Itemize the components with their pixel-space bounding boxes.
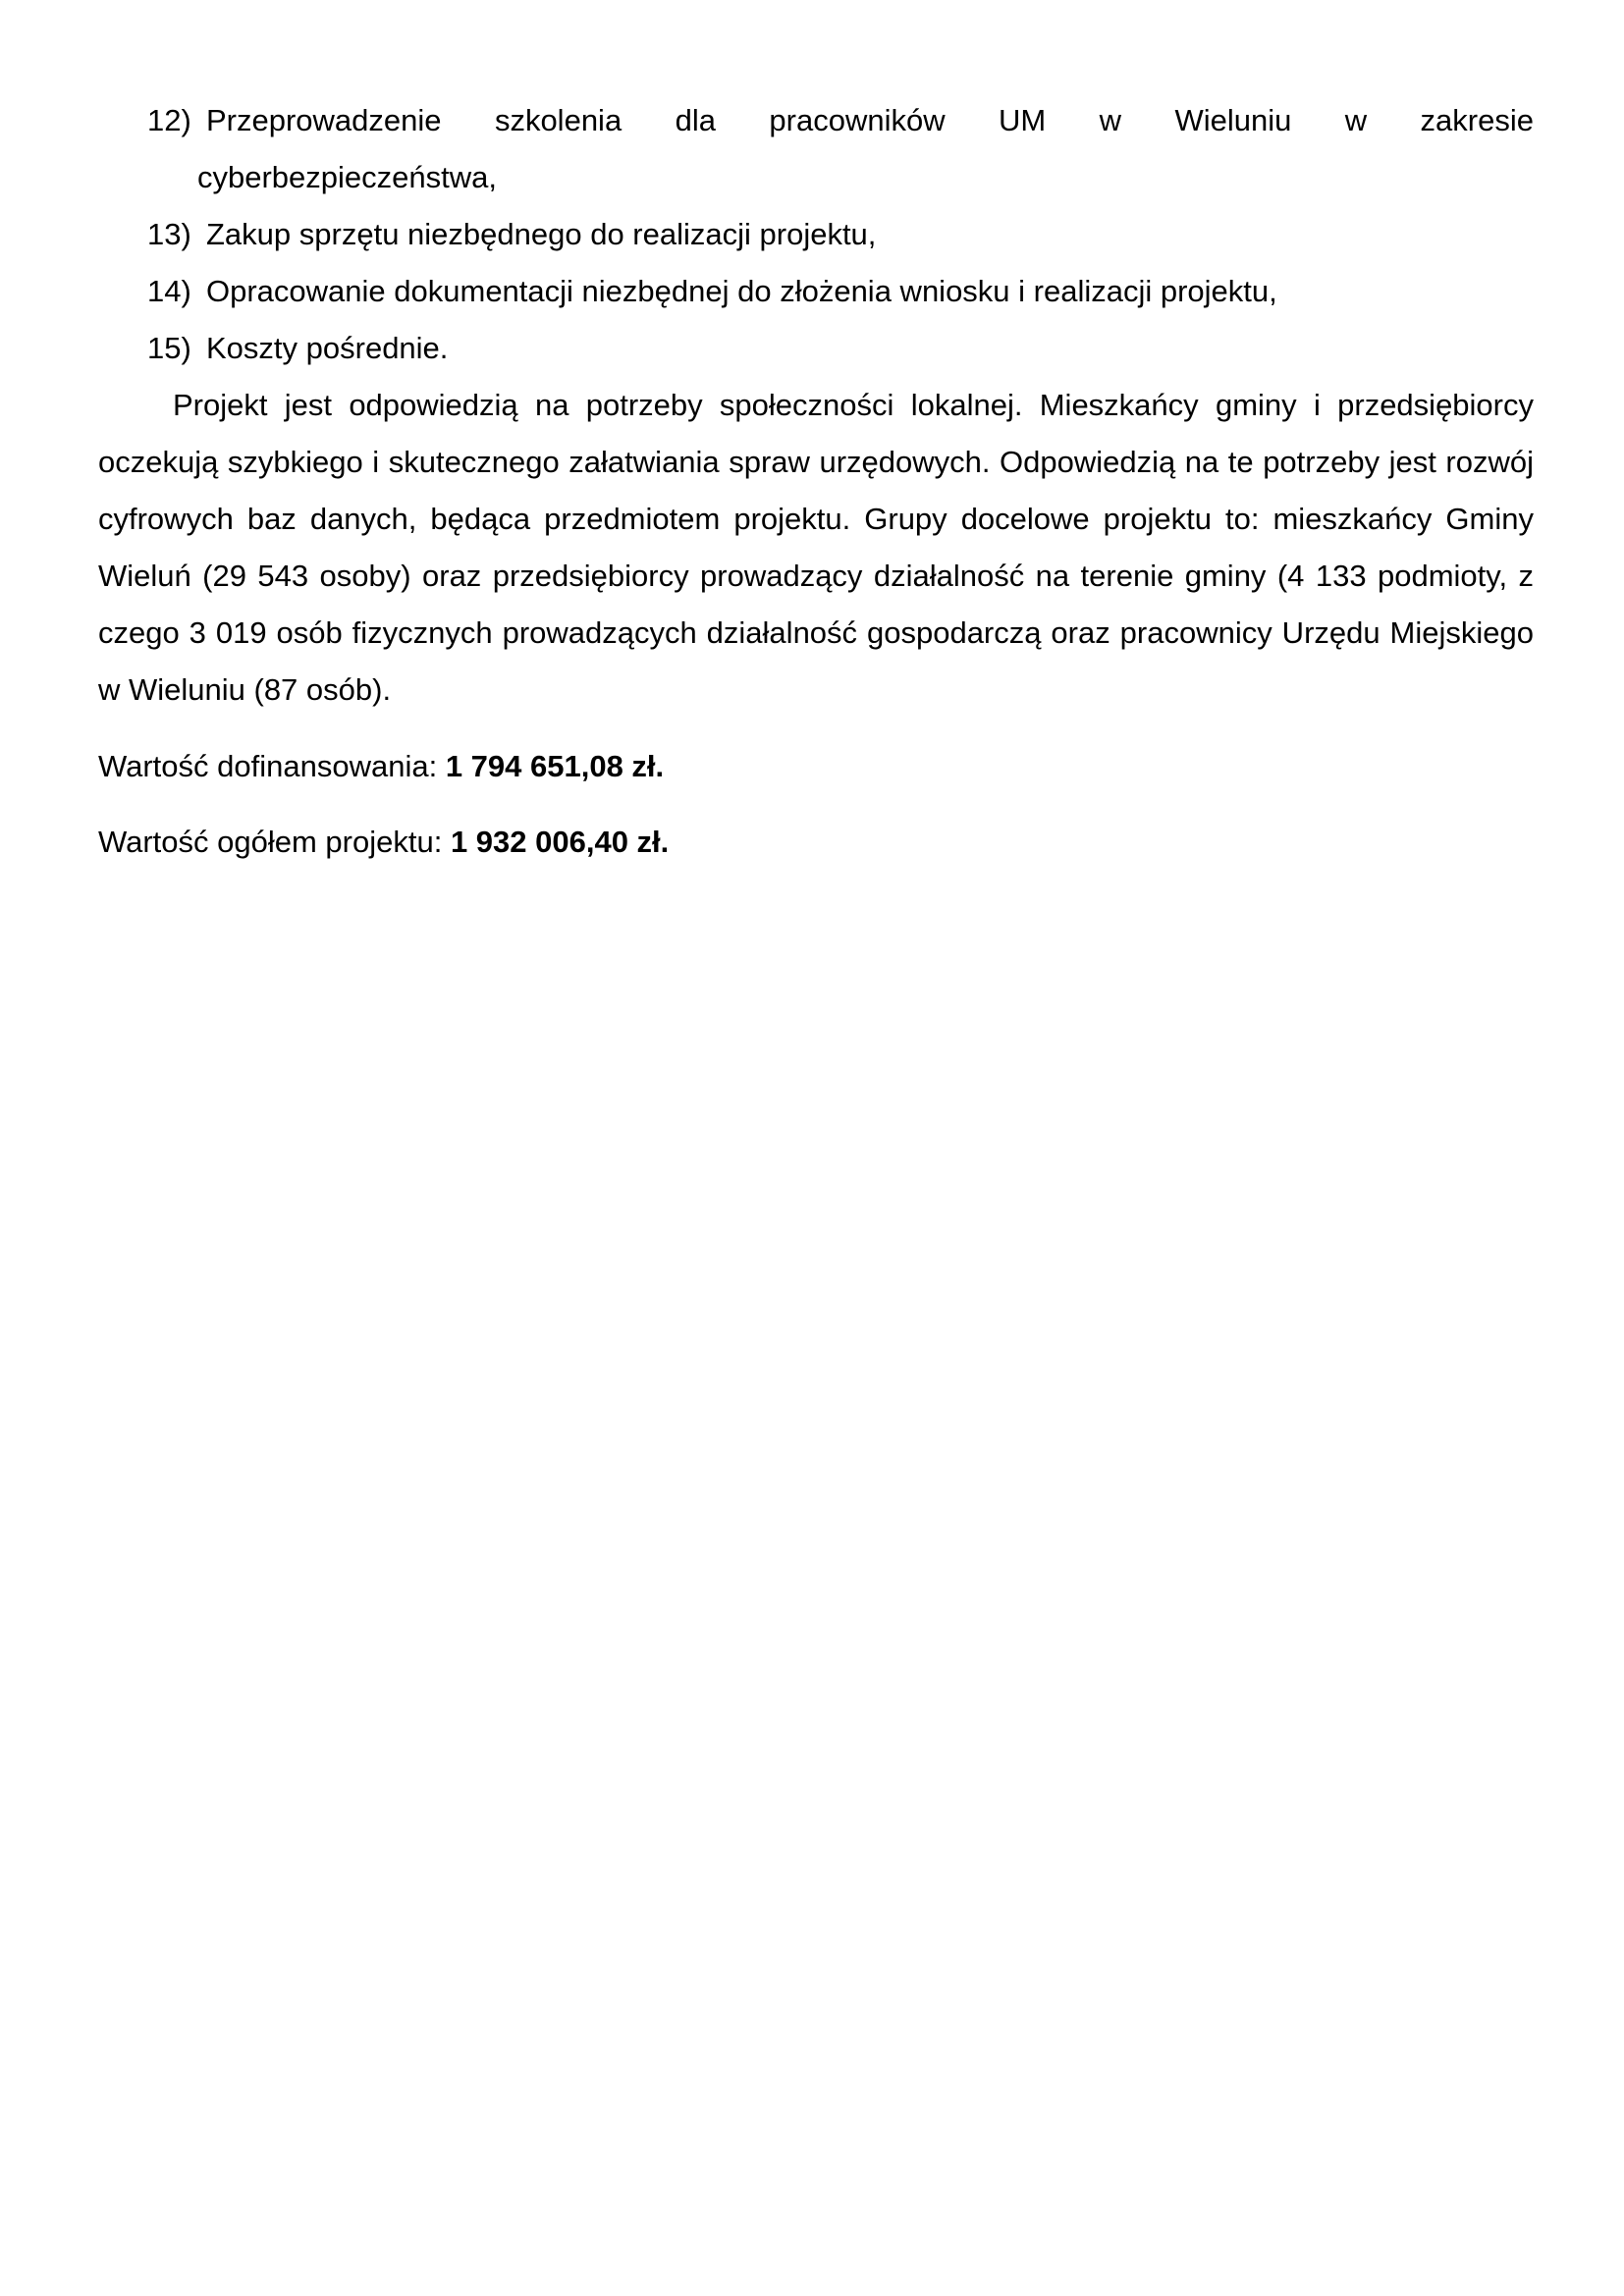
list-item-text: Zakup sprzętu niezbędnego do realizacji projektu, <box>206 217 877 251</box>
list-item-number: 15) <box>147 331 191 365</box>
list-item-number: 14) <box>147 274 191 308</box>
cofinancing-value-line <box>98 738 1534 795</box>
list-item-text-line1: Przeprowadzenie szkolenia dla pracowników UM w Wieluniu w zakresie <box>206 103 1534 137</box>
list-item-15 <box>98 320 1534 377</box>
project-description-paragraph: Projekt jest odpowiedzią na potrzeby społeczności lokalnej. Mieszkańcy gminy i przedsiębiorcy oczekują szybkiego i skutecznego załatwiania spraw urzędowych. Odpowiedzią na te potrzeby jest rozwój cyfrowych baz danych, będąca przedmiotem projektu. Grupy docelowe projektu to: mieszkańcy Gminy Wieluń (29 543 osoby) oraz przedsiębiorcy prowadzący działalność na terenie gminy (4 133 podmioty, z czego 3 019 osób fizycznych prowadzących działalność gospodarczą oraz pracownicy Urzędu Miejskiego w Wieluniu (87 osób). <box>98 388 1534 707</box>
cofinancing-label: Wartość dofinansowania: <box>98 749 446 783</box>
list-item-13 <box>98 206 1534 263</box>
document-content <box>98 92 1534 871</box>
list-item-12 <box>98 92 1534 206</box>
cofinancing-amount: 1 794 651,08 zł. <box>445 749 665 783</box>
list-item-number: 12) <box>147 103 191 137</box>
list-item-number: 13) <box>147 217 191 251</box>
total-label: Wartość ogółem projektu: <box>98 825 451 859</box>
numbered-list <box>98 92 1534 377</box>
list-item-text: Opracowanie dokumentacji niezbędnej do złożenia wniosku i realizacji projektu, <box>206 274 1277 308</box>
list-item-text-line2: cyberbezpieczeństwa, <box>197 160 497 194</box>
list-item-text: Koszty pośrednie. <box>206 331 449 365</box>
total-amount: 1 932 006,40 zł. <box>450 825 670 859</box>
list-item-14 <box>98 263 1534 320</box>
total-value-line <box>98 814 1534 871</box>
